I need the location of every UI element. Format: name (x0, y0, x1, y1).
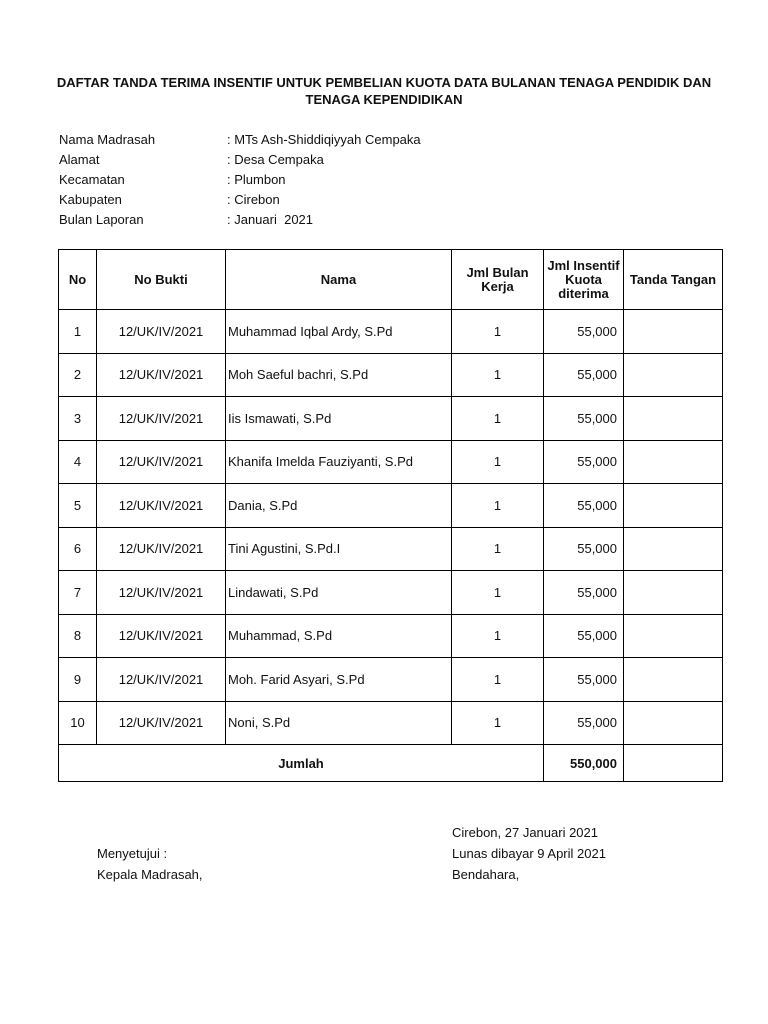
info-row-kabupaten (59, 190, 421, 210)
cell-no-bukti: 12/UK/IV/2021 (97, 571, 226, 615)
table-row (59, 701, 723, 745)
cell-jml-insentif: 55,000 (544, 397, 624, 441)
cell-no-bukti: 12/UK/IV/2021 (97, 484, 226, 528)
cell-jml-insentif: 55,000 (544, 571, 624, 615)
cell-jml-bulan: 1 (452, 701, 544, 745)
cell-no: 7 (59, 571, 97, 615)
cell-jml-insentif: 55,000 (544, 310, 624, 354)
cell-nama: Dania, S.Pd (226, 484, 452, 528)
header-jml-insentif: Jml Insentif Kuota diterima (544, 250, 624, 310)
payment-note: Lunas dibayar 9 April 2021 (452, 846, 606, 861)
table-row (59, 397, 723, 441)
cell-nama: Moh Saeful bachri, S.Pd (226, 353, 452, 397)
cell-tanda-tangan (624, 397, 723, 441)
cell-tanda-tangan (624, 701, 723, 745)
cell-jml-insentif: 55,000 (544, 440, 624, 484)
table-row (59, 658, 723, 702)
document-title: DAFTAR TANDA TERIMA INSENTIF UNTUK PEMBELIAN KUOTA DATA BULANAN TENAGA PENDIDIK DAN TENAGA KEPENDIDIKAN (56, 75, 712, 107)
cell-nama: Iis Ismawati, S.Pd (226, 397, 452, 441)
cell-jml-insentif: 55,000 (544, 527, 624, 571)
table-row (59, 527, 723, 571)
cell-tanda-tangan (624, 440, 723, 484)
approval-block (97, 843, 203, 885)
total-signature-cell (624, 745, 723, 782)
cell-nama: Noni, S.Pd (226, 701, 452, 745)
info-value: : Plumbon (227, 172, 286, 187)
table-row (59, 353, 723, 397)
cell-no-bukti: 12/UK/IV/2021 (97, 310, 226, 354)
table-row (59, 484, 723, 528)
cell-jml-bulan: 1 (452, 440, 544, 484)
cell-nama: Tini Agustini, S.Pd.I (226, 527, 452, 571)
table-row (59, 614, 723, 658)
cell-jml-insentif: 55,000 (544, 484, 624, 528)
receipt-table (58, 249, 723, 782)
treasurer-block (452, 822, 606, 885)
info-row-madrasah (59, 130, 421, 150)
cell-no: 10 (59, 701, 97, 745)
cell-no: 8 (59, 614, 97, 658)
info-value: : Desa Cempaka (227, 152, 324, 167)
info-label: Nama Madrasah (59, 132, 156, 147)
cell-no: 4 (59, 440, 97, 484)
treasurer-title: Bendahara, (452, 867, 520, 882)
cell-no-bukti: 12/UK/IV/2021 (97, 353, 226, 397)
cell-no: 5 (59, 484, 97, 528)
cell-jml-bulan: 1 (452, 614, 544, 658)
cell-jml-bulan: 1 (452, 310, 544, 354)
cell-jml-bulan: 1 (452, 527, 544, 571)
cell-jml-insentif: 55,000 (544, 701, 624, 745)
header-tanda-tangan: Tanda Tangan (624, 250, 723, 310)
header-jml-bulan: Jml Bulan Kerja (452, 250, 544, 310)
cell-jml-bulan: 1 (452, 397, 544, 441)
cell-tanda-tangan (624, 571, 723, 615)
cell-jml-bulan: 1 (452, 484, 544, 528)
info-label: Alamat (59, 152, 100, 167)
cell-tanda-tangan (624, 484, 723, 528)
cell-no-bukti: 12/UK/IV/2021 (97, 614, 226, 658)
cell-tanda-tangan (624, 658, 723, 702)
info-label: Kabupaten (59, 192, 122, 207)
total-row (59, 745, 723, 782)
cell-no-bukti: 12/UK/IV/2021 (97, 440, 226, 484)
info-label: Bulan Laporan (59, 212, 144, 227)
info-value: : MTs Ash-Shiddiqiyyah Cempaka (227, 132, 421, 147)
cell-jml-bulan: 1 (452, 571, 544, 615)
table-row (59, 310, 723, 354)
info-row-kecamatan (59, 170, 421, 190)
cell-no: 3 (59, 397, 97, 441)
info-value: : Cirebon (227, 192, 280, 207)
header-no-bukti: No Bukti (97, 250, 226, 310)
cell-no: 9 (59, 658, 97, 702)
place-date: Cirebon, 27 Januari 2021 (452, 825, 598, 840)
cell-tanda-tangan (624, 527, 723, 571)
cell-tanda-tangan (624, 353, 723, 397)
cell-no-bukti: 12/UK/IV/2021 (97, 658, 226, 702)
header-no: No (59, 250, 97, 310)
cell-no-bukti: 12/UK/IV/2021 (97, 397, 226, 441)
table-row (59, 571, 723, 615)
cell-no-bukti: 12/UK/IV/2021 (97, 701, 226, 745)
total-label: Jumlah (59, 745, 544, 782)
cell-nama: Lindawati, S.Pd (226, 571, 452, 615)
cell-no-bukti: 12/UK/IV/2021 (97, 527, 226, 571)
cell-nama: Muhammad Iqbal Ardy, S.Pd (226, 310, 452, 354)
cell-jml-insentif: 55,000 (544, 353, 624, 397)
cell-tanda-tangan (624, 310, 723, 354)
info-value: : Januari 2021 (227, 212, 314, 227)
cell-nama: Muhammad, S.Pd (226, 614, 452, 658)
approver-title: Kepala Madrasah, (97, 867, 203, 882)
cell-nama: Khanifa Imelda Fauziyanti, S.Pd (226, 440, 452, 484)
total-value: 550,000 (544, 745, 624, 782)
header-nama: Nama (226, 250, 452, 310)
cell-jml-insentif: 55,000 (544, 658, 624, 702)
cell-no: 2 (59, 353, 97, 397)
info-row-bulan (59, 210, 421, 230)
cell-no: 1 (59, 310, 97, 354)
cell-no: 6 (59, 527, 97, 571)
info-label: Kecamatan (59, 172, 125, 187)
cell-jml-bulan: 1 (452, 353, 544, 397)
cell-jml-insentif: 55,000 (544, 614, 624, 658)
table-header-row (59, 250, 723, 310)
info-block (59, 130, 421, 230)
cell-jml-bulan: 1 (452, 658, 544, 702)
cell-tanda-tangan (624, 614, 723, 658)
approval-label: Menyetujui : (97, 846, 168, 861)
table-row (59, 440, 723, 484)
info-row-alamat (59, 150, 421, 170)
cell-nama: Moh. Farid Asyari, S.Pd (226, 658, 452, 702)
